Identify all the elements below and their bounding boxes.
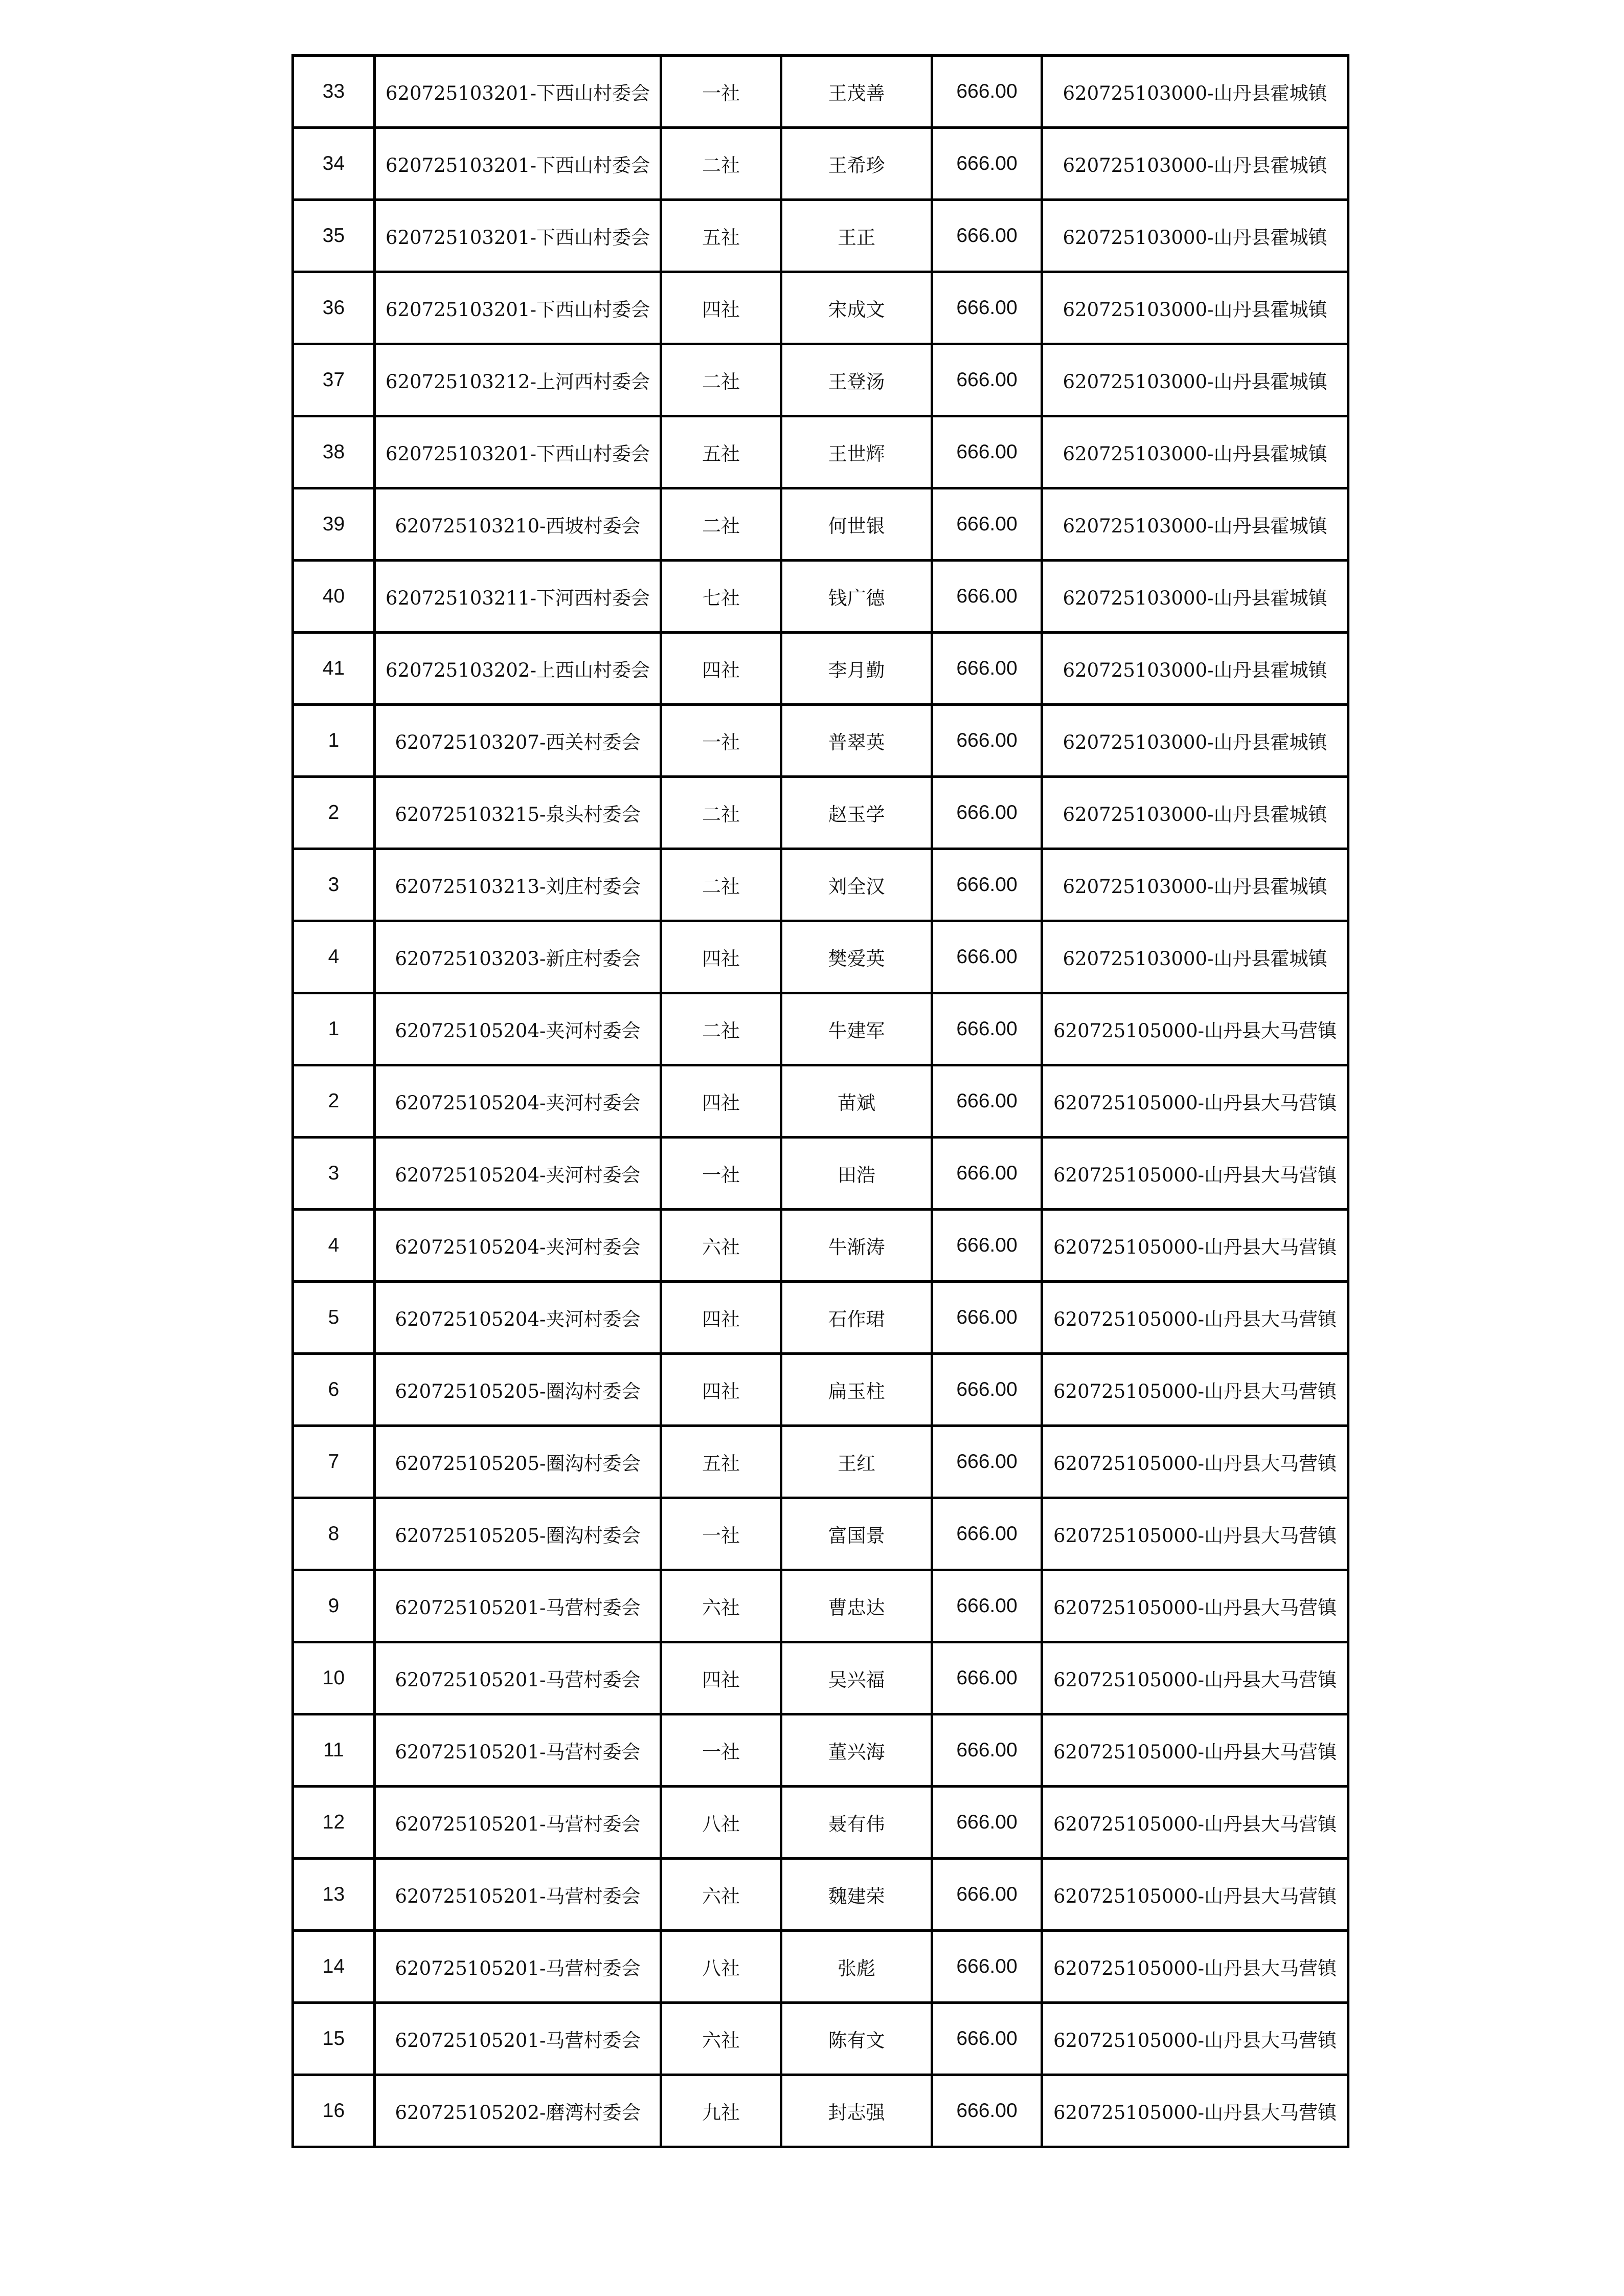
table-row xyxy=(293,705,1348,777)
cell-amount: 666.00 xyxy=(932,993,1042,1065)
cell-group: 四社 xyxy=(661,1642,781,1714)
cell-amount: 666.00 xyxy=(932,1498,1042,1570)
cell-person-name: 王世辉 xyxy=(781,416,932,488)
cell-amount: 666.00 xyxy=(932,2003,1042,2075)
table-row xyxy=(293,1570,1348,1642)
cell-amount: 666.00 xyxy=(932,1065,1042,1138)
cell-town: 620725103000-山丹县霍城镇 xyxy=(1042,705,1348,777)
cell-amount: 666.00 xyxy=(932,1642,1042,1714)
table-row xyxy=(293,993,1348,1065)
cell-group: 四社 xyxy=(661,633,781,705)
cell-seq-number: 5 xyxy=(293,1282,375,1354)
cell-seq-number: 41 xyxy=(293,633,375,705)
table-row xyxy=(293,1498,1348,1570)
cell-person-name: 王正 xyxy=(781,200,932,272)
cell-town: 620725103000-山丹县霍城镇 xyxy=(1042,128,1348,200)
cell-amount: 666.00 xyxy=(932,1138,1042,1210)
cell-group: 六社 xyxy=(661,2003,781,2075)
cell-group: 九社 xyxy=(661,2075,781,2147)
cell-person-name: 宋成文 xyxy=(781,272,932,344)
cell-group: 一社 xyxy=(661,705,781,777)
cell-seq-number: 4 xyxy=(293,921,375,993)
cell-person-name: 王红 xyxy=(781,1426,932,1498)
cell-village: 620725105201-马营村委会 xyxy=(375,1570,661,1642)
cell-group: 二社 xyxy=(661,849,781,921)
cell-village: 620725103201-下西山村委会 xyxy=(375,56,661,128)
cell-town: 620725105000-山丹县大马营镇 xyxy=(1042,1859,1348,1931)
cell-seq-number: 11 xyxy=(293,1714,375,1787)
cell-town: 620725103000-山丹县霍城镇 xyxy=(1042,488,1348,561)
cell-amount: 666.00 xyxy=(932,777,1042,849)
cell-village: 620725103207-西关村委会 xyxy=(375,705,661,777)
cell-town: 620725105000-山丹县大马营镇 xyxy=(1042,2003,1348,2075)
cell-amount: 666.00 xyxy=(932,1210,1042,1282)
cell-amount: 666.00 xyxy=(932,849,1042,921)
table-row xyxy=(293,1931,1348,2003)
cell-village: 620725105205-圈沟村委会 xyxy=(375,1354,661,1426)
cell-village: 620725103201-下西山村委会 xyxy=(375,272,661,344)
cell-village: 620725105201-马营村委会 xyxy=(375,1714,661,1787)
table-row xyxy=(293,416,1348,488)
cell-amount: 666.00 xyxy=(932,200,1042,272)
cell-village: 620725105204-夹河村委会 xyxy=(375,993,661,1065)
cell-person-name: 魏建荣 xyxy=(781,1859,932,1931)
table-row xyxy=(293,1642,1348,1714)
cell-village: 620725105205-圈沟村委会 xyxy=(375,1498,661,1570)
cell-village: 620725105202-磨湾村委会 xyxy=(375,2075,661,2147)
cell-town: 620725105000-山丹县大马营镇 xyxy=(1042,993,1348,1065)
cell-town: 620725103000-山丹县霍城镇 xyxy=(1042,633,1348,705)
cell-group: 四社 xyxy=(661,1282,781,1354)
table-row xyxy=(293,1859,1348,1931)
cell-seq-number: 16 xyxy=(293,2075,375,2147)
cell-town: 620725103000-山丹县霍城镇 xyxy=(1042,849,1348,921)
cell-person-name: 聂有伟 xyxy=(781,1787,932,1859)
cell-village: 620725103202-上西山村委会 xyxy=(375,633,661,705)
cell-village: 620725105205-圈沟村委会 xyxy=(375,1426,661,1498)
cell-village: 620725103203-新庄村委会 xyxy=(375,921,661,993)
cell-town: 620725105000-山丹县大马营镇 xyxy=(1042,1787,1348,1859)
cell-town: 620725103000-山丹县霍城镇 xyxy=(1042,56,1348,128)
cell-amount: 666.00 xyxy=(932,1354,1042,1426)
cell-person-name: 富国景 xyxy=(781,1498,932,1570)
cell-town: 620725103000-山丹县霍城镇 xyxy=(1042,416,1348,488)
cell-person-name: 牛渐涛 xyxy=(781,1210,932,1282)
cell-town: 620725105000-山丹县大马营镇 xyxy=(1042,1714,1348,1787)
cell-village: 620725105201-马营村委会 xyxy=(375,1859,661,1931)
cell-seq-number: 37 xyxy=(293,344,375,416)
cell-seq-number: 13 xyxy=(293,1859,375,1931)
cell-seq-number: 10 xyxy=(293,1642,375,1714)
table-row xyxy=(293,1787,1348,1859)
cell-person-name: 王茂善 xyxy=(781,56,932,128)
cell-person-name: 苗斌 xyxy=(781,1065,932,1138)
cell-seq-number: 6 xyxy=(293,1354,375,1426)
cell-group: 一社 xyxy=(661,1498,781,1570)
cell-seq-number: 1 xyxy=(293,705,375,777)
cell-amount: 666.00 xyxy=(932,1426,1042,1498)
cell-seq-number: 15 xyxy=(293,2003,375,2075)
cell-person-name: 石作珺 xyxy=(781,1282,932,1354)
cell-village: 620725105204-夹河村委会 xyxy=(375,1210,661,1282)
cell-seq-number: 7 xyxy=(293,1426,375,1498)
cell-person-name: 普翠英 xyxy=(781,705,932,777)
cell-village: 620725103210-西坡村委会 xyxy=(375,488,661,561)
cell-person-name: 何世银 xyxy=(781,488,932,561)
cell-town: 620725103000-山丹县霍城镇 xyxy=(1042,561,1348,633)
cell-village: 620725105204-夹河村委会 xyxy=(375,1065,661,1138)
cell-seq-number: 8 xyxy=(293,1498,375,1570)
cell-village: 620725103201-下西山村委会 xyxy=(375,128,661,200)
cell-village: 620725103201-下西山村委会 xyxy=(375,200,661,272)
cell-town: 620725105000-山丹县大马营镇 xyxy=(1042,1282,1348,1354)
cell-amount: 666.00 xyxy=(932,1859,1042,1931)
cell-group: 一社 xyxy=(661,1138,781,1210)
cell-amount: 666.00 xyxy=(932,416,1042,488)
cell-person-name: 赵玉学 xyxy=(781,777,932,849)
cell-seq-number: 34 xyxy=(293,128,375,200)
cell-town: 620725105000-山丹县大马营镇 xyxy=(1042,1065,1348,1138)
cell-town: 620725105000-山丹县大马营镇 xyxy=(1042,2075,1348,2147)
cell-seq-number: 4 xyxy=(293,1210,375,1282)
table-row xyxy=(293,488,1348,561)
cell-group: 四社 xyxy=(661,921,781,993)
cell-amount: 666.00 xyxy=(932,921,1042,993)
cell-village: 620725105201-马营村委会 xyxy=(375,2003,661,2075)
cell-town: 620725103000-山丹县霍城镇 xyxy=(1042,200,1348,272)
cell-person-name: 王希珍 xyxy=(781,128,932,200)
table-row xyxy=(293,128,1348,200)
cell-person-name: 吴兴福 xyxy=(781,1642,932,1714)
beneficiary-table xyxy=(291,54,1349,2148)
cell-amount: 666.00 xyxy=(932,56,1042,128)
cell-group: 二社 xyxy=(661,344,781,416)
cell-amount: 666.00 xyxy=(932,705,1042,777)
cell-village: 620725105201-马营村委会 xyxy=(375,1931,661,2003)
cell-group: 八社 xyxy=(661,1787,781,1859)
cell-town: 620725103000-山丹县霍城镇 xyxy=(1042,777,1348,849)
table-row xyxy=(293,2075,1348,2147)
cell-amount: 666.00 xyxy=(932,1282,1042,1354)
cell-seq-number: 40 xyxy=(293,561,375,633)
cell-group: 五社 xyxy=(661,1426,781,1498)
cell-person-name: 樊爱英 xyxy=(781,921,932,993)
cell-person-name: 陈有文 xyxy=(781,2003,932,2075)
cell-town: 620725103000-山丹县霍城镇 xyxy=(1042,272,1348,344)
cell-person-name: 钱广德 xyxy=(781,561,932,633)
table-row xyxy=(293,849,1348,921)
table-row xyxy=(293,1138,1348,1210)
cell-seq-number: 33 xyxy=(293,56,375,128)
cell-seq-number: 14 xyxy=(293,1931,375,2003)
cell-town: 620725105000-山丹县大马营镇 xyxy=(1042,1354,1348,1426)
cell-person-name: 李月勤 xyxy=(781,633,932,705)
cell-town: 620725105000-山丹县大马营镇 xyxy=(1042,1426,1348,1498)
cell-seq-number: 12 xyxy=(293,1787,375,1859)
cell-amount: 666.00 xyxy=(932,1787,1042,1859)
cell-seq-number: 1 xyxy=(293,993,375,1065)
cell-group: 六社 xyxy=(661,1859,781,1931)
cell-person-name: 刘全汉 xyxy=(781,849,932,921)
cell-person-name: 曹忠达 xyxy=(781,1570,932,1642)
cell-person-name: 董兴海 xyxy=(781,1714,932,1787)
table-row xyxy=(293,1210,1348,1282)
cell-amount: 666.00 xyxy=(932,633,1042,705)
cell-group: 四社 xyxy=(661,272,781,344)
cell-village: 620725103211-下河西村委会 xyxy=(375,561,661,633)
cell-person-name: 王登汤 xyxy=(781,344,932,416)
table-row xyxy=(293,344,1348,416)
cell-seq-number: 35 xyxy=(293,200,375,272)
cell-town: 620725105000-山丹县大马营镇 xyxy=(1042,1931,1348,2003)
cell-town: 620725103000-山丹县霍城镇 xyxy=(1042,344,1348,416)
cell-seq-number: 2 xyxy=(293,777,375,849)
cell-group: 二社 xyxy=(661,993,781,1065)
table-row xyxy=(293,1282,1348,1354)
cell-town: 620725105000-山丹县大马营镇 xyxy=(1042,1138,1348,1210)
table-row xyxy=(293,1714,1348,1787)
cell-group: 一社 xyxy=(661,56,781,128)
cell-amount: 666.00 xyxy=(932,1570,1042,1642)
cell-group: 二社 xyxy=(661,777,781,849)
cell-group: 二社 xyxy=(661,488,781,561)
cell-amount: 666.00 xyxy=(932,344,1042,416)
table-row xyxy=(293,56,1348,128)
table-row xyxy=(293,561,1348,633)
cell-seq-number: 39 xyxy=(293,488,375,561)
cell-seq-number: 3 xyxy=(293,1138,375,1210)
cell-seq-number: 36 xyxy=(293,272,375,344)
cell-village: 620725103201-下西山村委会 xyxy=(375,416,661,488)
cell-group: 二社 xyxy=(661,128,781,200)
cell-town: 620725105000-山丹县大马营镇 xyxy=(1042,1498,1348,1570)
cell-group: 四社 xyxy=(661,1354,781,1426)
cell-person-name: 张彪 xyxy=(781,1931,932,2003)
cell-group: 七社 xyxy=(661,561,781,633)
table-row xyxy=(293,633,1348,705)
cell-seq-number: 38 xyxy=(293,416,375,488)
table-row xyxy=(293,921,1348,993)
table-row xyxy=(293,1426,1348,1498)
cell-village: 620725105201-马营村委会 xyxy=(375,1642,661,1714)
cell-town: 620725105000-山丹县大马营镇 xyxy=(1042,1570,1348,1642)
cell-amount: 666.00 xyxy=(932,561,1042,633)
cell-group: 一社 xyxy=(661,1714,781,1787)
cell-group: 五社 xyxy=(661,416,781,488)
cell-person-name: 牛建军 xyxy=(781,993,932,1065)
cell-group: 六社 xyxy=(661,1210,781,1282)
cell-village: 620725105201-马营村委会 xyxy=(375,1787,661,1859)
cell-person-name: 封志强 xyxy=(781,2075,932,2147)
cell-person-name: 扁玉柱 xyxy=(781,1354,932,1426)
table-body xyxy=(293,56,1348,2147)
cell-town: 620725105000-山丹县大马营镇 xyxy=(1042,1642,1348,1714)
cell-village: 620725105204-夹河村委会 xyxy=(375,1282,661,1354)
cell-amount: 666.00 xyxy=(932,1714,1042,1787)
cell-amount: 666.00 xyxy=(932,128,1042,200)
cell-village: 620725103215-泉头村委会 xyxy=(375,777,661,849)
cell-amount: 666.00 xyxy=(932,1931,1042,2003)
cell-amount: 666.00 xyxy=(932,272,1042,344)
cell-village: 620725103213-刘庄村委会 xyxy=(375,849,661,921)
table-row xyxy=(293,1354,1348,1426)
cell-village: 620725103212-上河西村委会 xyxy=(375,344,661,416)
table-row xyxy=(293,200,1348,272)
cell-amount: 666.00 xyxy=(932,488,1042,561)
table-row xyxy=(293,1065,1348,1138)
cell-group: 四社 xyxy=(661,1065,781,1138)
cell-town: 620725105000-山丹县大马营镇 xyxy=(1042,1210,1348,1282)
cell-group: 五社 xyxy=(661,200,781,272)
cell-group: 六社 xyxy=(661,1570,781,1642)
cell-village: 620725105204-夹河村委会 xyxy=(375,1138,661,1210)
cell-seq-number: 3 xyxy=(293,849,375,921)
table-row xyxy=(293,777,1348,849)
cell-person-name: 田浩 xyxy=(781,1138,932,1210)
cell-amount: 666.00 xyxy=(932,2075,1042,2147)
cell-seq-number: 2 xyxy=(293,1065,375,1138)
cell-seq-number: 9 xyxy=(293,1570,375,1642)
table-row xyxy=(293,272,1348,344)
cell-town: 620725103000-山丹县霍城镇 xyxy=(1042,921,1348,993)
table-row xyxy=(293,2003,1348,2075)
cell-group: 八社 xyxy=(661,1931,781,2003)
